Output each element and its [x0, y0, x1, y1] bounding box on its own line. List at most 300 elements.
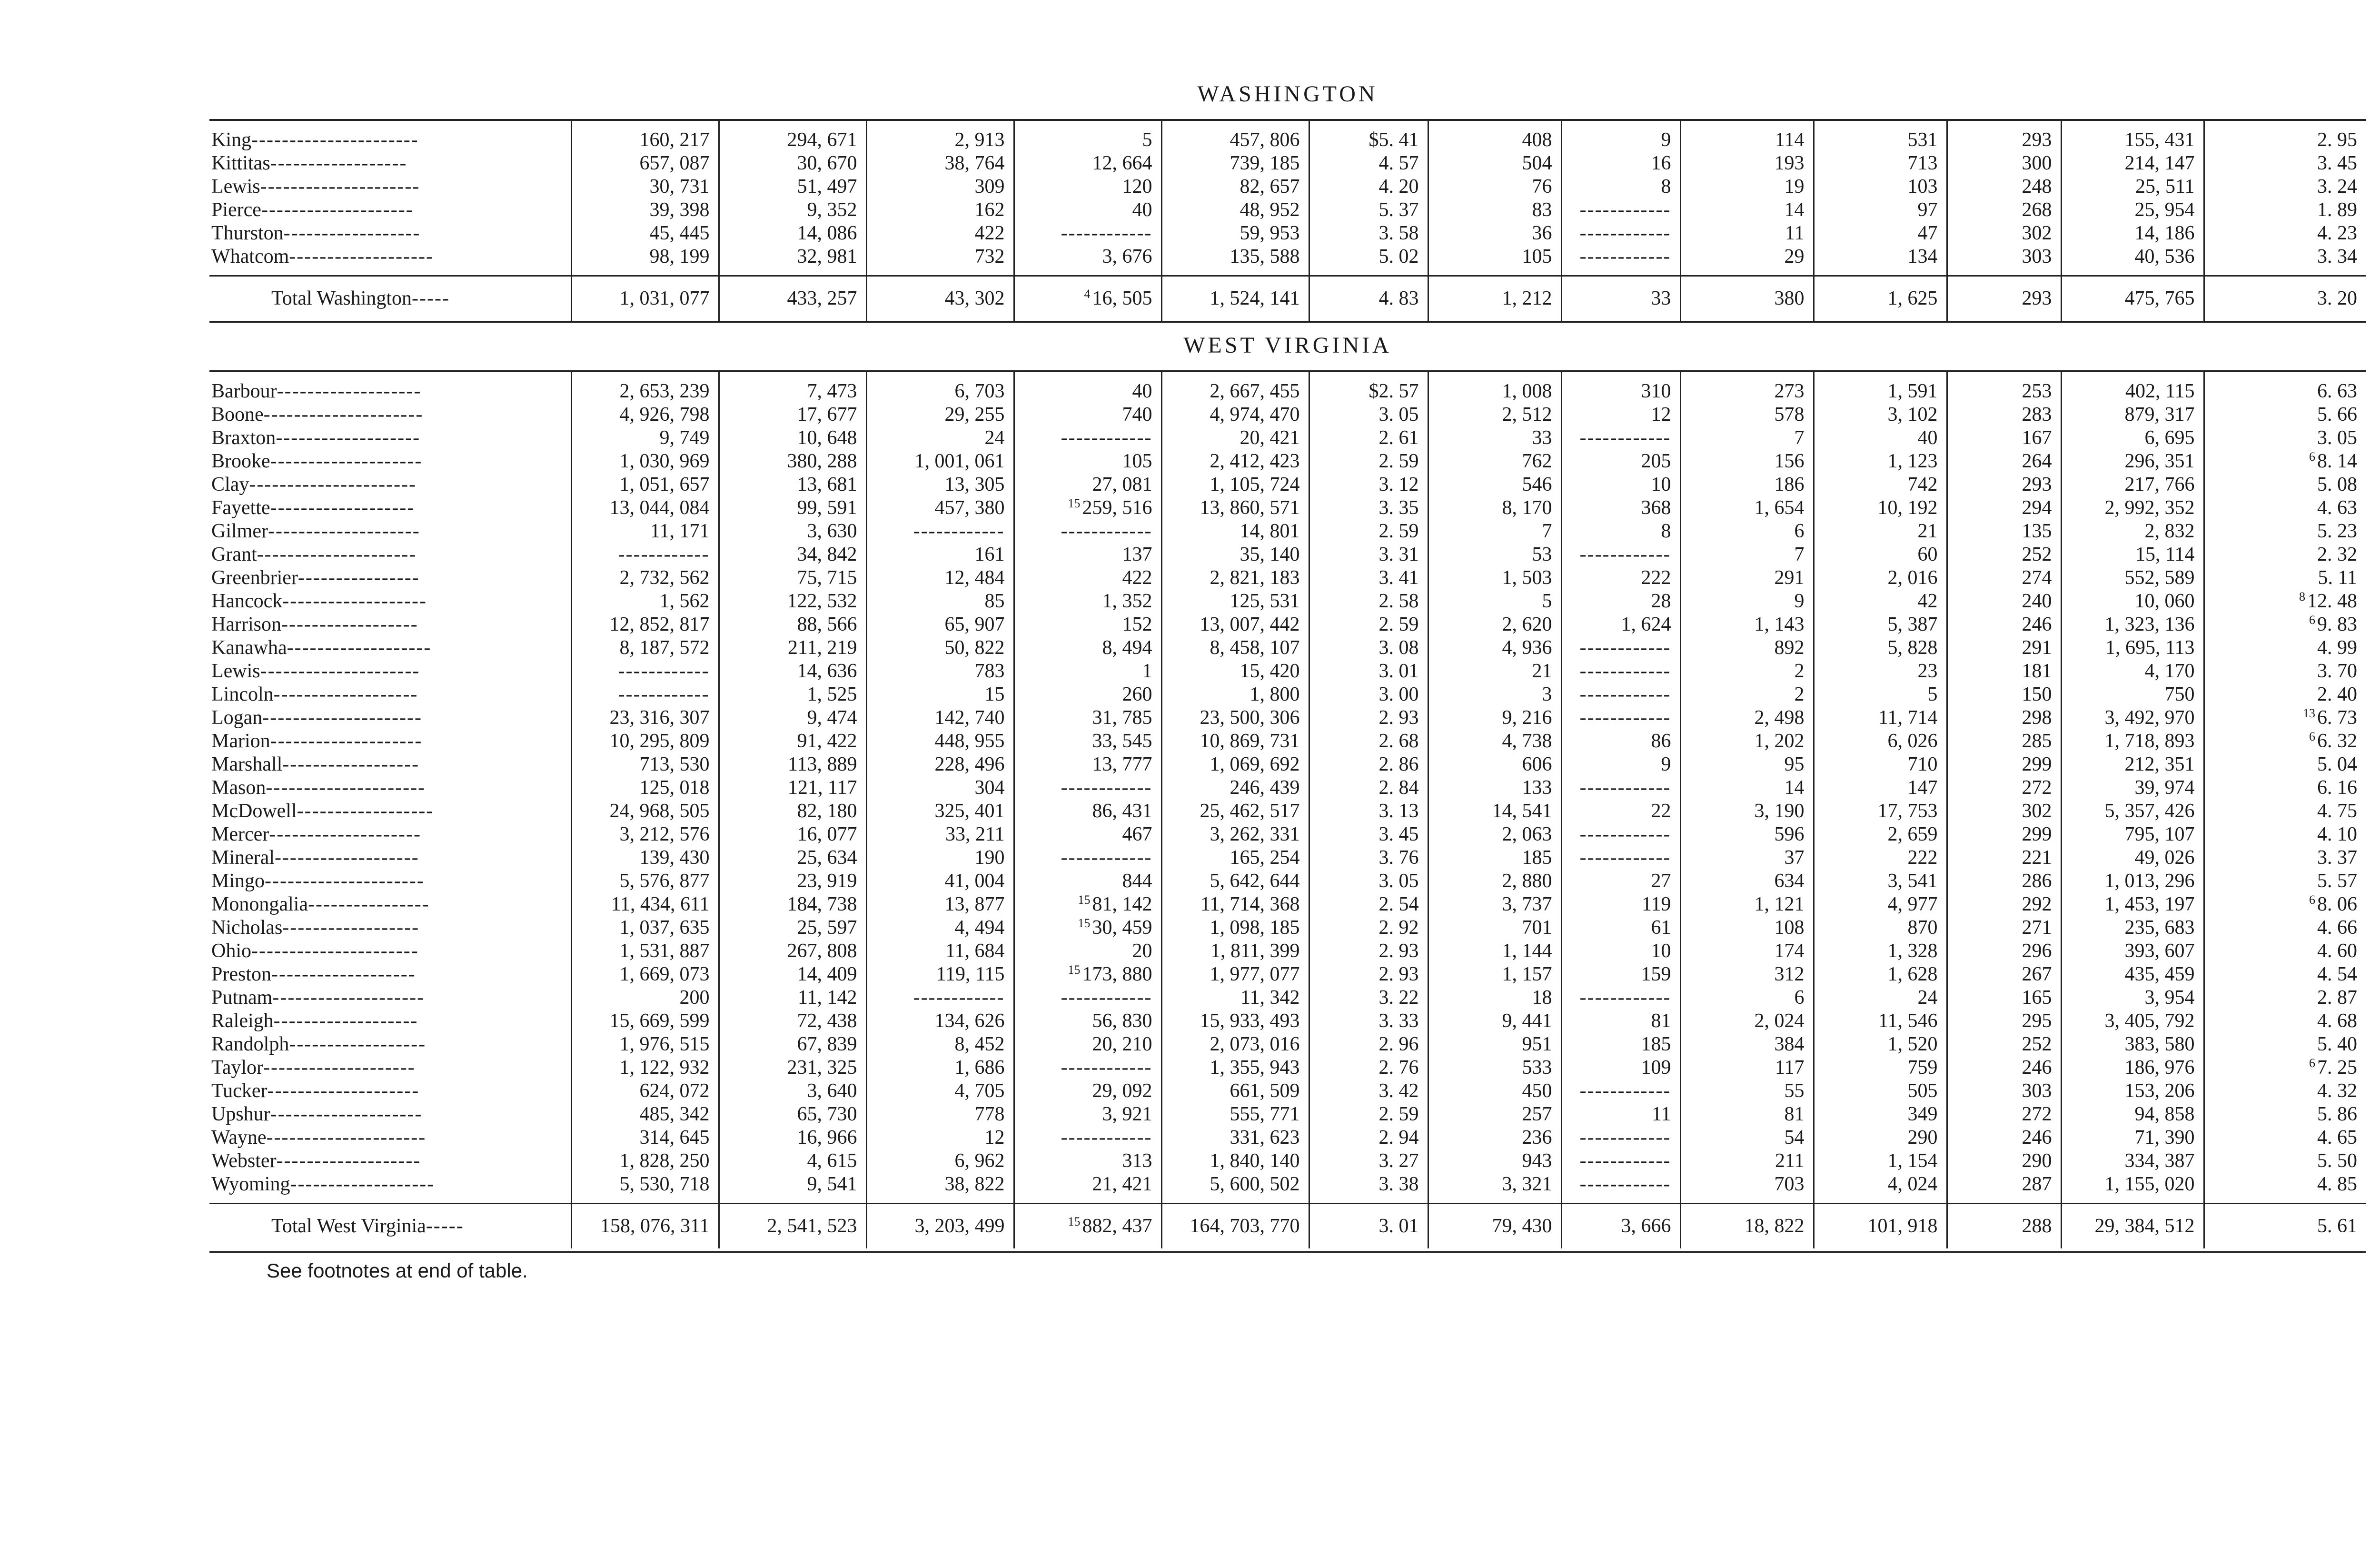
table-cell	[1428, 1126, 1561, 1149]
cell-value: 313	[1122, 1150, 1152, 1172]
table-cell	[2061, 543, 2204, 566]
leader-dashes: --------------------	[270, 450, 423, 472]
table-row	[209, 846, 2366, 870]
county-name	[209, 1173, 571, 1204]
cell-value: 30, 731	[649, 176, 710, 198]
county-name	[209, 566, 571, 590]
cell-value: 159	[1641, 963, 1671, 985]
table-cell	[1814, 426, 1947, 450]
table-cell	[1947, 870, 2061, 893]
cell-value: 4. 83	[1378, 287, 1419, 309]
cell-value: 3. 33	[1378, 1010, 1419, 1032]
cell-value: 28	[1651, 590, 1671, 612]
cell-value: 283	[2022, 404, 2052, 426]
cell-value: 290	[1907, 1127, 1938, 1148]
cell-value: 2. 76	[1378, 1057, 1419, 1079]
table-cell	[1814, 152, 1947, 175]
total-label-text: Total West Virginia	[271, 1215, 426, 1237]
table-cell	[2061, 1149, 2204, 1173]
table-cell	[1680, 823, 1814, 846]
table-cell	[1947, 175, 2061, 198]
cell-value: 105	[1122, 450, 1152, 472]
cell-value: 6. 73	[2317, 707, 2357, 729]
cell-value: 844	[1122, 870, 1152, 892]
table-cell	[1814, 1010, 1947, 1033]
county-label: Taylor	[211, 1057, 264, 1079]
cell-value: 9, 474	[807, 707, 857, 729]
table-row	[209, 1033, 2366, 1056]
table-row	[209, 566, 2366, 590]
cell-value: 3. 20	[2317, 287, 2357, 309]
table-cell	[2061, 473, 2204, 496]
total-cell	[2204, 276, 2366, 321]
cell-value: 15, 933, 493	[1200, 1010, 1300, 1032]
cell-value: 3, 541	[1887, 870, 1938, 892]
table-cell	[1309, 152, 1428, 175]
county-name	[209, 175, 571, 198]
cell-value: 82, 180	[797, 800, 857, 822]
footnote-marker: 6	[2309, 1056, 2315, 1070]
cell-value: 9, 749	[659, 427, 710, 449]
cell-value: 173, 880	[1082, 963, 1152, 985]
cell-value: 368	[1641, 497, 1671, 519]
table-cell	[1814, 543, 1947, 566]
county-name	[209, 1010, 571, 1033]
table-cell	[1161, 473, 1309, 496]
table-cell	[1680, 730, 1814, 753]
cell-value: 9. 83	[2317, 614, 2357, 635]
cell-value: 10, 295, 809	[609, 730, 710, 752]
cell-value: 1, 122, 932	[619, 1057, 710, 1079]
cell-value: 4, 977	[1887, 893, 1938, 915]
total-cell	[866, 276, 1014, 321]
cell-value: 2. 59	[1378, 450, 1419, 472]
table-cell	[1428, 222, 1561, 245]
cell-value: 3. 27	[1378, 1150, 1419, 1172]
table-cell	[1309, 1173, 1428, 1204]
cell-value: 3. 05	[2317, 427, 2357, 449]
empty-dashes: ------------	[1579, 544, 1671, 565]
table-cell	[571, 450, 719, 473]
table-cell	[1161, 916, 1309, 940]
table-cell	[1309, 963, 1428, 986]
cell-value: 5. 66	[2317, 404, 2357, 426]
table-cell	[1947, 403, 2061, 426]
table-cell	[719, 870, 866, 893]
table-cell	[866, 175, 1014, 198]
cell-value: 1, 453, 197	[2104, 893, 2195, 915]
cell-value: 4, 170	[2144, 660, 2195, 682]
table-cell	[571, 566, 719, 590]
county-name	[209, 426, 571, 450]
cell-value: 1, 352	[1102, 590, 1152, 612]
leader-dashes: -------------------	[276, 1150, 421, 1172]
table-cell	[1161, 660, 1309, 683]
cell-value: 212, 351	[2124, 753, 2195, 775]
table-cell	[2204, 245, 2366, 276]
table-cell	[571, 823, 719, 846]
table-cell	[1947, 636, 2061, 660]
table-cell	[2061, 730, 2204, 753]
table-cell	[571, 1079, 719, 1103]
cell-value: 1, 628	[1887, 963, 1938, 985]
table-cell	[1561, 245, 1680, 276]
cell-value: 6. 32	[2317, 730, 2357, 752]
cell-value: 505	[1907, 1080, 1938, 1102]
cell-value: 4. 99	[2317, 637, 2357, 659]
table-cell	[866, 222, 1014, 245]
cell-value: 1, 105, 724	[1210, 474, 1300, 495]
cell-value: 6, 695	[2144, 427, 2195, 449]
footnote-marker: 4	[1084, 287, 1091, 301]
table-cell	[571, 776, 719, 800]
table-cell	[2061, 372, 2204, 403]
table-cell	[1309, 660, 1428, 683]
table-cell	[2204, 566, 2366, 590]
cell-value: 5. 40	[2317, 1033, 2357, 1055]
table-cell	[1680, 870, 1814, 893]
table-cell	[1814, 245, 1947, 276]
cell-value: 39, 398	[649, 199, 710, 221]
table-cell	[1680, 1103, 1814, 1126]
table-cell	[1947, 1033, 2061, 1056]
table-cell	[1680, 986, 1814, 1010]
leader-dashes: ------------------	[282, 753, 420, 775]
cell-value: 3. 35	[1378, 497, 1419, 519]
county-label: Nicholas	[211, 917, 283, 939]
cell-value: 380, 288	[787, 450, 857, 472]
table-cell	[2061, 152, 2204, 175]
table-cell	[571, 916, 719, 940]
table-cell	[1814, 450, 1947, 473]
cell-value: 710	[1907, 753, 1938, 775]
cell-value: 1, 123	[1887, 450, 1938, 472]
county-label: Kittitas	[211, 152, 270, 174]
table-cell	[1561, 1033, 1680, 1056]
table-cell	[719, 1149, 866, 1173]
empty-dashes: ------------	[1061, 777, 1152, 799]
cell-value: 1, 143	[1754, 614, 1805, 635]
cell-value: 9, 352	[807, 199, 857, 221]
cell-value: 7. 25	[2317, 1057, 2357, 1079]
cell-value: 4, 705	[954, 1080, 1005, 1102]
cell-value: 2, 992, 352	[2104, 497, 2195, 519]
table-row	[209, 222, 2366, 245]
empty-dashes: ------------	[1579, 1127, 1671, 1148]
county-label: Raleigh	[211, 1010, 274, 1032]
leader-dashes: ------------------	[270, 152, 407, 174]
cell-value: 2, 620	[1502, 614, 1552, 635]
county-label: Grant	[211, 544, 257, 565]
cell-value: 1, 625	[1887, 287, 1938, 309]
table-row	[209, 1126, 2366, 1149]
cell-value: 18, 822	[1744, 1215, 1805, 1237]
table-cell	[1947, 1056, 2061, 1079]
empty-dashes: ------------	[1579, 427, 1671, 449]
cell-value: 122, 532	[787, 590, 857, 612]
table-cell	[1309, 753, 1428, 776]
cell-value: 25, 511	[2135, 176, 2195, 198]
table-cell	[571, 660, 719, 683]
table-cell	[866, 590, 1014, 613]
table-cell	[2061, 940, 2204, 963]
cell-value: 314, 645	[639, 1127, 710, 1148]
coal-statistics-sheet	[209, 81, 2366, 1282]
table-cell	[2061, 613, 2204, 636]
table-cell	[1814, 636, 1947, 660]
cell-value: 14, 409	[797, 963, 857, 985]
table-cell	[1561, 450, 1680, 473]
table-cell	[2204, 152, 2366, 175]
table-cell	[1161, 566, 1309, 590]
cell-value: 155, 431	[2124, 129, 2195, 151]
table-cell	[2061, 590, 2204, 613]
table-cell	[1161, 403, 1309, 426]
table-cell	[1680, 753, 1814, 776]
cell-value: 1, 828, 250	[619, 1150, 710, 1172]
cell-value: 21	[1917, 520, 1938, 542]
table-cell	[1561, 566, 1680, 590]
county-name	[209, 1033, 571, 1056]
table-cell	[1428, 730, 1561, 753]
cell-value: 76	[1532, 176, 1552, 198]
table-cell	[1680, 963, 1814, 986]
total-cell	[2061, 1204, 2204, 1249]
cell-value: 12	[1651, 404, 1671, 426]
cell-value: 3. 08	[1378, 637, 1419, 659]
leader-dashes: ----------------	[307, 893, 430, 915]
table-cell	[1014, 175, 1161, 198]
cell-value: 1	[1142, 660, 1152, 682]
cell-value: 1, 008	[1502, 380, 1552, 402]
table-cell	[1161, 823, 1309, 846]
table-cell	[1309, 893, 1428, 916]
table-cell	[1561, 916, 1680, 940]
cell-value: 3. 45	[2317, 152, 2357, 174]
table-row	[209, 753, 2366, 776]
cell-value: 3. 05	[1378, 870, 1419, 892]
table-cell	[866, 1149, 1014, 1173]
cell-value: 384	[1774, 1033, 1805, 1055]
table-cell	[1161, 1079, 1309, 1103]
leader-dashes: --------------------	[269, 823, 421, 845]
table-cell	[719, 566, 866, 590]
cell-value: 2, 498	[1754, 707, 1805, 729]
table-cell	[2204, 916, 2366, 940]
table-cell	[1947, 660, 2061, 683]
cell-value: 422	[1122, 567, 1152, 589]
cell-value: 214, 147	[2124, 152, 2195, 174]
table-cell	[2061, 1126, 2204, 1149]
table-cell	[1014, 636, 1161, 660]
cell-value: 16, 966	[797, 1127, 857, 1148]
table-cell	[1680, 1033, 1814, 1056]
table-cell	[1428, 1173, 1561, 1204]
empty-dashes: ------------	[1579, 987, 1671, 1009]
table-cell	[1680, 473, 1814, 496]
table-cell	[571, 175, 719, 198]
table-cell	[1161, 372, 1309, 403]
cell-value: 5, 530, 718	[619, 1173, 710, 1195]
table-cell	[2061, 198, 2204, 222]
table-cell	[1014, 198, 1161, 222]
table-cell	[1947, 916, 2061, 940]
cell-value: 246	[2022, 1127, 2052, 1148]
cell-value: 1. 89	[2317, 199, 2357, 221]
table-cell	[1814, 198, 1947, 222]
cell-value: 86	[1651, 730, 1671, 752]
cell-value: 10, 060	[2134, 590, 2195, 612]
county-label: Barbour	[211, 380, 277, 402]
cell-value: 55	[1784, 1080, 1805, 1102]
cell-value: 165, 254	[1230, 847, 1300, 869]
table-cell	[2061, 963, 2204, 986]
cell-value: 13, 044, 084	[609, 497, 710, 519]
table-cell	[1680, 520, 1814, 543]
cell-value: 23, 500, 306	[1200, 707, 1300, 729]
table-cell	[2204, 222, 2366, 245]
total-cell	[1947, 276, 2061, 321]
table-cell	[2061, 520, 2204, 543]
cell-value: 457, 380	[934, 497, 1005, 519]
cell-value: 15, 669, 599	[609, 1010, 710, 1032]
table-cell	[2061, 1103, 2204, 1126]
cell-value: 54	[1784, 1127, 1805, 1148]
table-cell	[1947, 520, 2061, 543]
empty-dashes: ------------	[1061, 427, 1152, 449]
table-cell	[1561, 613, 1680, 636]
cell-value: 3. 42	[1378, 1080, 1419, 1102]
table-row	[209, 372, 2366, 403]
cell-value: 732	[974, 246, 1005, 267]
cell-value: 3. 58	[1378, 222, 1419, 244]
table-cell	[719, 403, 866, 426]
cell-value: 4. 85	[2317, 1173, 2357, 1195]
table-cell	[1014, 222, 1161, 245]
cell-value: 3. 34	[2317, 246, 2357, 267]
leader-dashes: ----------------------	[249, 474, 417, 495]
cell-value: 13, 877	[944, 893, 1005, 915]
table-cell	[1680, 198, 1814, 222]
cell-value: 1, 669, 073	[619, 963, 710, 985]
cell-value: 82, 657	[1240, 176, 1300, 198]
cell-value: 6	[1794, 987, 1805, 1009]
cell-value: 13, 860, 571	[1200, 497, 1300, 519]
cell-value: 1, 013, 296	[2104, 870, 2195, 892]
cell-value: 260	[1122, 683, 1152, 705]
cell-value: 79, 430	[1492, 1215, 1552, 1237]
county-name	[209, 706, 571, 730]
leader-dashes: -------------------	[277, 380, 422, 402]
table-cell	[1680, 121, 1814, 152]
empty-dashes: ------------	[1579, 637, 1671, 659]
county-name	[209, 543, 571, 566]
table-cell	[866, 1173, 1014, 1204]
table-cell	[1561, 1103, 1680, 1126]
table-cell	[2204, 1126, 2366, 1149]
table-cell	[1428, 870, 1561, 893]
cell-value: 2, 063	[1502, 823, 1552, 845]
table-cell	[1561, 706, 1680, 730]
table-cell	[1680, 496, 1814, 520]
table-cell	[2204, 372, 2366, 403]
table-cell	[1561, 520, 1680, 543]
county-label: Clay	[211, 474, 249, 495]
cell-value: $2. 57	[1368, 380, 1419, 402]
table-cell	[866, 683, 1014, 706]
table-cell	[1161, 940, 1309, 963]
table-cell	[1014, 245, 1161, 276]
empty-dashes: ------------	[1579, 199, 1671, 221]
cell-value: 184, 738	[787, 893, 857, 915]
table-cell	[1814, 963, 1947, 986]
cell-value: 2	[1794, 660, 1805, 682]
table-cell	[719, 496, 866, 520]
cell-value: 703	[1774, 1173, 1805, 1195]
footnote-marker: 6	[2309, 613, 2315, 627]
cell-value: 5, 642, 644	[1210, 870, 1300, 892]
table-cell	[1428, 706, 1561, 730]
cell-value: 4. 54	[2317, 963, 2357, 985]
cell-value: 246, 439	[1230, 777, 1300, 799]
cell-value: 1, 520	[1887, 1033, 1938, 1055]
table-row	[209, 1010, 2366, 1033]
table-cell	[866, 870, 1014, 893]
cell-value: 2. 95	[2317, 129, 2357, 151]
table-cell	[1161, 198, 1309, 222]
table-cell	[571, 1033, 719, 1056]
table-cell	[1561, 660, 1680, 683]
cell-value: 13, 681	[797, 474, 857, 495]
table-cell	[2204, 730, 2366, 753]
total-cell	[1680, 1204, 1814, 1249]
footnote-marker: 6	[2309, 893, 2315, 907]
table-cell	[1309, 1149, 1428, 1173]
cell-value: 3, 212, 576	[619, 823, 710, 845]
table-cell	[1947, 986, 2061, 1010]
table-cell	[866, 800, 1014, 823]
cell-value: 29, 384, 512	[2094, 1215, 2195, 1237]
table-cell	[1161, 543, 1309, 566]
total-cell	[1428, 1204, 1561, 1249]
table-cell	[1309, 222, 1428, 245]
cell-value: 5. 61	[2317, 1215, 2357, 1237]
cell-value: 2, 913	[954, 129, 1005, 151]
cell-value: 1, 562	[659, 590, 710, 612]
total-cell	[1014, 1204, 1161, 1249]
table-cell	[1428, 1056, 1561, 1079]
table-row	[209, 613, 2366, 636]
table-cell	[1161, 963, 1309, 986]
table-cell	[719, 222, 866, 245]
cell-value: 264	[2022, 450, 2052, 472]
county-label: Hancock	[211, 590, 283, 612]
county-name	[209, 660, 571, 683]
cell-value: 86, 431	[1092, 800, 1152, 822]
cell-value: 17, 677	[797, 404, 857, 426]
county-label: Thurston	[211, 222, 284, 244]
cell-value: 383, 580	[2124, 1033, 2195, 1055]
county-label: Marshall	[211, 753, 283, 775]
leader-dashes: ---------------------	[257, 544, 417, 565]
county-label: Tucker	[211, 1080, 268, 1102]
cell-value: 8. 14	[2317, 450, 2357, 472]
table-cell	[1309, 683, 1428, 706]
table-cell	[866, 893, 1014, 916]
cell-value: 3. 13	[1378, 800, 1419, 822]
cell-value: 125, 018	[639, 777, 710, 799]
cell-value: 5. 08	[2317, 474, 2357, 495]
